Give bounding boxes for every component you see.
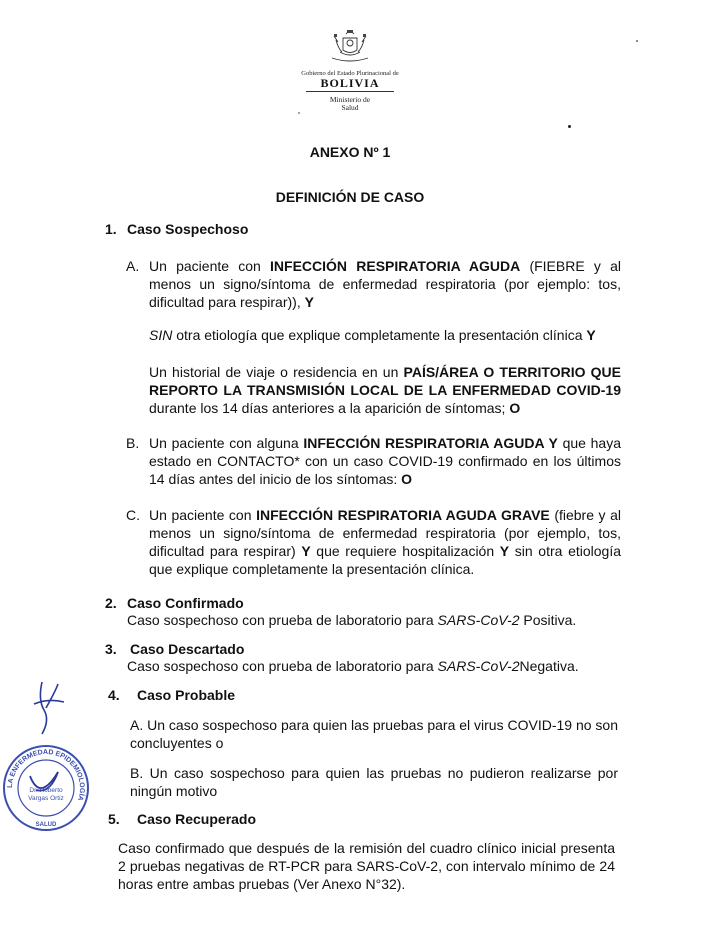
scan-speck: [568, 125, 571, 128]
s3-number: 3.: [105, 641, 117, 657]
stamp-ring-text: LA ENFERMEDAD EPIDEMIOLOGÍA: [6, 748, 86, 802]
s1-a-paragraph: Un paciente con INFECCIÓN RESPIRATORIA AGUDA (FIEBRE y al menos un signo/síntoma de enfermedad respiratoria (por ejemplo: tos, dificultad para respirar)), Y: [149, 258, 621, 310]
header-ministry-line2: Salud: [341, 103, 359, 112]
s1-a-letter: A.: [126, 258, 140, 274]
s2-title: Caso Confirmado: [127, 595, 244, 611]
s1-a-sin-line: SIN otra etiología que explique completamente la presentación clínica Y: [149, 327, 596, 343]
header-rule: [306, 91, 394, 92]
coat-of-arms-icon: [326, 28, 374, 64]
s2-number: 2.: [105, 595, 117, 611]
header-government: Gobierno del Estado Plurinacional de: [301, 70, 399, 77]
s1-c-paragraph: Un paciente con INFECCIÓN RESPIRATORIA AGUDA GRAVE (fiebre y al menos un signo/síntoma de enfermedad respiratoria (por ejemplo, tos, dificultad para respirar) Y que requiere hospitalización Y sin otra etiología que explique completamente la presentación clínica.: [149, 507, 622, 577]
s1-b-paragraph: Un paciente con alguna INFECCIÓN RESPIRATORIA AGUDA Y que haya estado en CONTACTO* con un caso COVID-19 confirmado en los últimos 14 días antes del inicio de los síntomas: O: [149, 435, 621, 487]
s5-text: Caso confirmado que después de la remisión del cuadro clínico inicial presenta 2 pruebas negativas de RT-PCR para SARS-CoV-2, con intervalo mínimo de 24 horas entre ambas pruebas (Ver Anexo N°32).: [118, 840, 615, 892]
s3-title: Caso Descartado: [130, 641, 245, 657]
stamp-bottom-text: SALUD: [35, 822, 57, 828]
annex-title: ANEXO Nº 1: [309, 144, 391, 160]
section-title: DEFINICIÓN DE CASO: [275, 189, 425, 205]
s1-title: Caso Sospechoso: [127, 221, 249, 237]
s4-a-text: A. Un caso sospechoso para quien las pruebas para el virus COVID-19 no son concluyentes o: [130, 717, 618, 751]
stamp-name-line2: Vargas Ortiz: [28, 795, 64, 802]
s5-number: 5.: [108, 811, 120, 827]
s1-a-history: Un historial de viaje o residencia en un PAÍS/ÁREA O TERRITORIO QUE REPORTO LA TRANSMISIÓN LOCAL DE LA ENFERMEDAD COVID-19 durante los 14 días anteriores a la aparición de síntomas; O: [149, 364, 621, 416]
scan-speck: [298, 112, 300, 114]
s4-number: 4.: [108, 687, 120, 703]
stamp-name-line1: Dr. Roberto: [29, 787, 63, 794]
s1-b-letter: B.: [126, 435, 140, 451]
s2-text: Caso sospechoso con prueba de laboratorio para SARS-CoV-2 Positiva.: [127, 612, 577, 628]
s4-title: Caso Probable: [137, 687, 236, 703]
header-country: BOLIVIA: [320, 76, 380, 90]
s5-title: Caso Recuperado: [137, 811, 257, 827]
s3-text: Caso sospechoso con prueba de laboratorio para SARS-CoV-2Negativa.: [127, 658, 579, 674]
s4-b-text: B. Un caso sospechoso para quien las pruebas no pudieron realizarse por ningún motivo: [130, 765, 618, 799]
header-ministry-line1: Ministerio de: [329, 95, 371, 104]
s1-number: 1.: [105, 221, 117, 237]
s1-c-letter: C.: [126, 507, 140, 523]
official-stamp: [0, 742, 92, 834]
signature-icon: [28, 680, 68, 736]
scan-speck: [636, 40, 638, 42]
